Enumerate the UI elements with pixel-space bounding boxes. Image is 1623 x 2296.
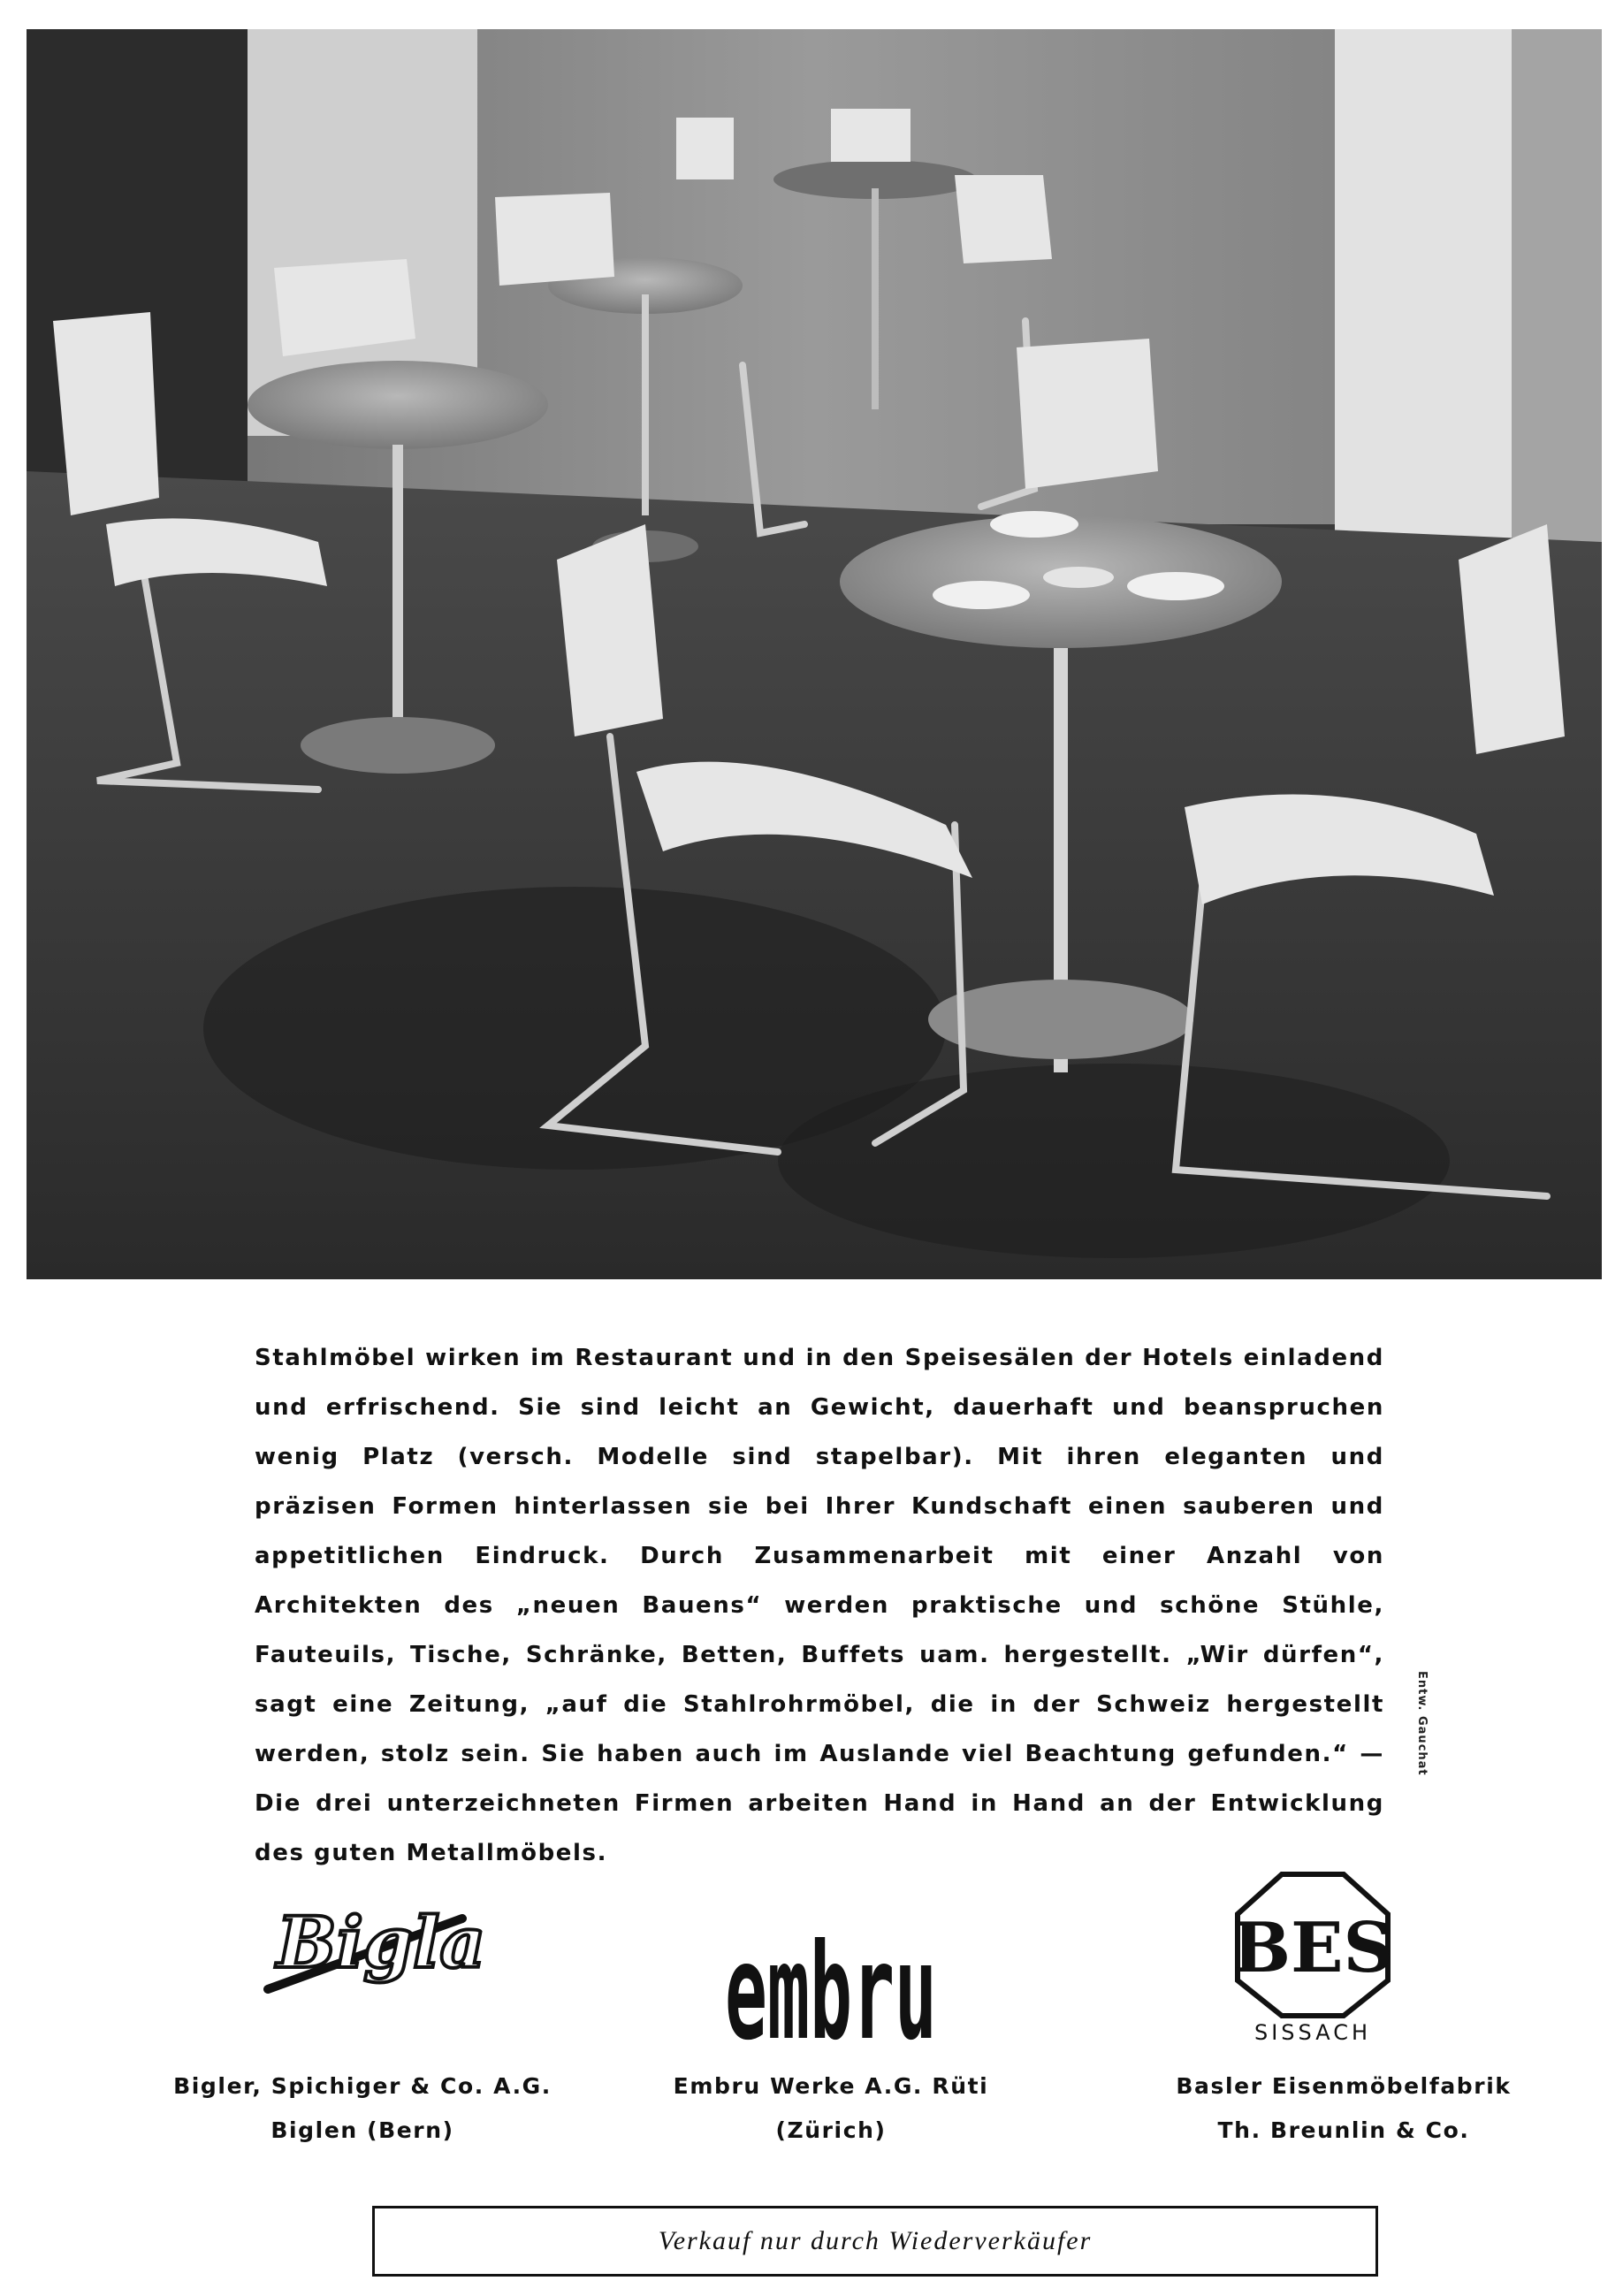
restaurant-scene-illustration — [27, 29, 1602, 1279]
sales-note: Verkauf nur durch Wiederverkäufer — [658, 2226, 1093, 2255]
embru-logo-text: embru — [725, 1916, 937, 2070]
designer-credit: Entw. Gauchat — [1415, 1671, 1429, 1776]
company-embru-location: (Zürich) — [775, 2117, 887, 2143]
sales-note-box — [372, 2206, 1378, 2277]
embru-logo — [716, 1916, 946, 2070]
company-basler-owner: Th. Breunlin & Co. — [1217, 2117, 1470, 2143]
biglen-logo-text: Bigla — [277, 1901, 486, 1984]
company-bigler-name: Bigler, Spichiger & Co. A.G. — [173, 2073, 552, 2099]
biglen-logo — [250, 1883, 486, 2007]
company-bigler-location: Biglen (Bern) — [270, 2117, 454, 2143]
company-basler — [1096, 2064, 1591, 2153]
bes-logo — [1229, 1870, 1397, 2047]
company-embru — [601, 2064, 1061, 2153]
company-basler-name: Basler Eisenmöbelfabrik — [1176, 2073, 1512, 2099]
bes-logo-city: SISSACH — [1253, 2020, 1372, 2045]
bes-logo-monogram: BES — [1232, 1908, 1393, 1988]
restaurant-photo — [27, 29, 1602, 1279]
company-bigler — [124, 2064, 601, 2153]
body-text: Stahlmöbel wirken im Restaurant und in den Speisesälen der Hotels einladend und erfrischend. Sie sind leicht an Gewicht, dauerhaft und beanspruchen wenig Platz (versch. Modelle sind stapelbar). Mit ihren eleganten und präzisen Formen hinterlassen sie bei Ihrer Kundschaft einen sauberen und appetitlichen Eindruck. Durch Zusammenarbeit mit einer Anzahl von Architekten des „neuen Bauens“ werden praktische und schöne Stühle, Fauteuils, Tische, Schränke, Betten, Buffets uam. hergestellt. „Wir dürfen“, sagt eine Zeitung, „auf die Stahlrohrmöbel, die in der Schweiz hergestellt werden, stolz sein. Sie haben auch im Auslande viel Beachtung gefunden.“ — Die drei unterzeichneten Firmen arbeiten Hand in Hand an der Entwicklung des guten Metallmöbels. — [255, 1345, 1384, 1866]
company-embru-name: Embru Werke A.G. Rüti — [673, 2073, 989, 2099]
